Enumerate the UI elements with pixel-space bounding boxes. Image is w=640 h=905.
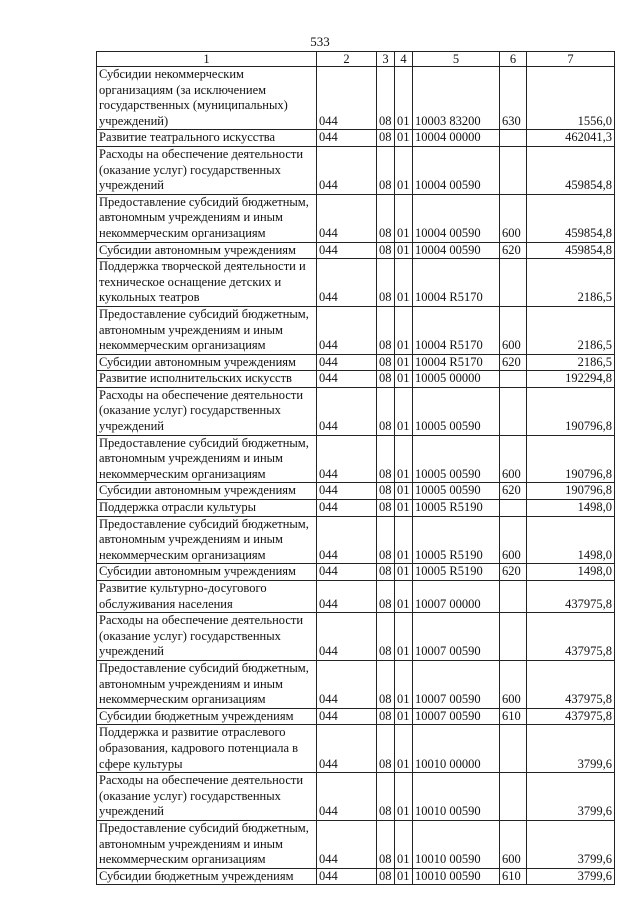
section-code-cell: 08	[377, 435, 395, 483]
expense-type-code-cell: 600	[500, 660, 527, 708]
expense-type-code-cell: 620	[500, 242, 527, 259]
ministry-code-cell: 044	[317, 725, 377, 773]
expense-type-code-cell	[500, 146, 527, 194]
ministry-code-cell: 044	[317, 146, 377, 194]
section-code-cell: 08	[377, 773, 395, 821]
subsection-code-cell: 01	[395, 130, 413, 147]
subsection-code-cell: 01	[395, 306, 413, 354]
expense-type-code-cell	[500, 773, 527, 821]
target-article-code-cell: 10005 R5190	[413, 500, 500, 517]
subsection-code-cell: 01	[395, 820, 413, 868]
ministry-code-cell: 044	[317, 306, 377, 354]
ministry-code-cell: 044	[317, 194, 377, 242]
table-row	[97, 773, 615, 821]
target-article-code-cell: 10007 00590	[413, 613, 500, 661]
target-article-code-cell: 10005 00590	[413, 435, 500, 483]
section-code-cell: 08	[377, 67, 395, 130]
target-article-code-cell: 10004 00590	[413, 242, 500, 259]
target-article-code-cell: 10010 00590	[413, 868, 500, 885]
section-code-cell: 08	[377, 371, 395, 388]
ministry-code-cell: 044	[317, 387, 377, 435]
budget-table	[96, 51, 615, 885]
expense-type-code-cell: 610	[500, 868, 527, 885]
table-row	[97, 146, 615, 194]
expense-type-code-cell: 600	[500, 194, 527, 242]
item-name-cell: Развитие культурно-досугового обслуживания населения	[97, 581, 317, 613]
column-header: 3	[377, 52, 395, 67]
column-header: 5	[413, 52, 500, 67]
item-name-cell: Предоставление субсидий бюджетным, автономным учреждениям и иным некоммерческим организациям	[97, 306, 317, 354]
expense-type-code-cell	[500, 371, 527, 388]
table-row	[97, 354, 615, 371]
item-name-cell: Субсидии бюджетным учреждениям	[97, 708, 317, 725]
amount-cell: 437975,8	[527, 660, 615, 708]
target-article-code-cell: 10003 83200	[413, 67, 500, 130]
section-code-cell: 08	[377, 613, 395, 661]
ministry-code-cell: 044	[317, 708, 377, 725]
expense-type-code-cell	[500, 259, 527, 307]
section-code-cell: 08	[377, 354, 395, 371]
item-name-cell: Предоставление субсидий бюджетным, автономным учреждениям и иным некоммерческим организациям	[97, 516, 317, 564]
subsection-code-cell: 01	[395, 868, 413, 885]
expense-type-code-cell	[500, 613, 527, 661]
target-article-code-cell: 10005 00590	[413, 483, 500, 500]
target-article-code-cell: 10004 R5170	[413, 306, 500, 354]
section-code-cell: 08	[377, 581, 395, 613]
table-row	[97, 516, 615, 564]
subsection-code-cell: 01	[395, 483, 413, 500]
ministry-code-cell: 044	[317, 371, 377, 388]
amount-cell: 190796,8	[527, 435, 615, 483]
item-name-cell: Поддержка и развитие отраслевого образования, кадрового потенциала в сфере культуры	[97, 725, 317, 773]
column-header: 7	[527, 52, 615, 67]
table-row	[97, 242, 615, 259]
section-code-cell: 08	[377, 387, 395, 435]
ministry-code-cell: 044	[317, 242, 377, 259]
subsection-code-cell: 01	[395, 242, 413, 259]
section-code-cell: 08	[377, 820, 395, 868]
subsection-code-cell: 01	[395, 725, 413, 773]
subsection-code-cell: 01	[395, 194, 413, 242]
item-name-cell: Предоставление субсидий бюджетным, автономным учреждениям и иным некоммерческим организациям	[97, 820, 317, 868]
target-article-code-cell: 10005 R5190	[413, 516, 500, 564]
subsection-code-cell: 01	[395, 371, 413, 388]
item-name-cell: Расходы на обеспечение деятельности (оказание услуг) государственных учреждений	[97, 146, 317, 194]
table-row	[97, 868, 615, 885]
subsection-code-cell: 01	[395, 387, 413, 435]
ministry-code-cell: 044	[317, 581, 377, 613]
table-row	[97, 613, 615, 661]
amount-cell: 2186,5	[527, 259, 615, 307]
expense-type-code-cell: 600	[500, 435, 527, 483]
amount-cell: 3799,6	[527, 725, 615, 773]
target-article-code-cell: 10010 00000	[413, 725, 500, 773]
ministry-code-cell: 044	[317, 613, 377, 661]
amount-cell: 1498,0	[527, 500, 615, 517]
table-row	[97, 306, 615, 354]
target-article-code-cell: 10007 00590	[413, 660, 500, 708]
target-article-code-cell: 10007 00590	[413, 708, 500, 725]
expense-type-code-cell	[500, 725, 527, 773]
expense-type-code-cell: 630	[500, 67, 527, 130]
table-row	[97, 820, 615, 868]
subsection-code-cell: 01	[395, 660, 413, 708]
expense-type-code-cell: 620	[500, 483, 527, 500]
column-header: 6	[500, 52, 527, 67]
subsection-code-cell: 01	[395, 564, 413, 581]
target-article-code-cell: 10010 00590	[413, 773, 500, 821]
table-row	[97, 435, 615, 483]
amount-cell: 437975,8	[527, 708, 615, 725]
target-article-code-cell: 10004 00590	[413, 146, 500, 194]
item-name-cell: Предоставление субсидий бюджетным, автономным учреждениям и иным некоммерческим организациям	[97, 435, 317, 483]
table-row	[97, 387, 615, 435]
section-code-cell: 08	[377, 483, 395, 500]
ministry-code-cell: 044	[317, 516, 377, 564]
item-name-cell: Субсидии автономным учреждениям	[97, 564, 317, 581]
ministry-code-cell: 044	[317, 483, 377, 500]
subsection-code-cell: 01	[395, 773, 413, 821]
section-code-cell: 08	[377, 306, 395, 354]
expense-type-code-cell: 600	[500, 516, 527, 564]
amount-cell: 1498,0	[527, 516, 615, 564]
expense-type-code-cell: 620	[500, 564, 527, 581]
expense-type-code-cell	[500, 387, 527, 435]
amount-cell: 459854,8	[527, 194, 615, 242]
item-name-cell: Поддержка творческой деятельности и техническое оснащение детских и кукольных театров	[97, 259, 317, 307]
target-article-code-cell: 10010 00590	[413, 820, 500, 868]
column-header: 2	[317, 52, 377, 67]
amount-cell: 2186,5	[527, 354, 615, 371]
ministry-code-cell: 044	[317, 868, 377, 885]
table-row	[97, 660, 615, 708]
ministry-code-cell: 044	[317, 130, 377, 147]
amount-cell: 437975,8	[527, 581, 615, 613]
section-code-cell: 08	[377, 242, 395, 259]
amount-cell: 459854,8	[527, 146, 615, 194]
amount-cell: 3799,6	[527, 868, 615, 885]
expense-type-code-cell: 600	[500, 306, 527, 354]
subsection-code-cell: 01	[395, 708, 413, 725]
column-header: 1	[97, 52, 317, 67]
table-row	[97, 500, 615, 517]
item-name-cell: Субсидии автономным учреждениям	[97, 354, 317, 371]
ministry-code-cell: 044	[317, 660, 377, 708]
target-article-code-cell: 10005 00590	[413, 387, 500, 435]
ministry-code-cell: 044	[317, 67, 377, 130]
item-name-cell: Субсидии некоммерческим организациям (за исключением государственных (муниципальных) учреждений)	[97, 67, 317, 130]
subsection-code-cell: 01	[395, 354, 413, 371]
table-row	[97, 67, 615, 130]
target-article-code-cell: 10004 00590	[413, 194, 500, 242]
subsection-code-cell: 01	[395, 581, 413, 613]
section-code-cell: 08	[377, 564, 395, 581]
column-header: 4	[395, 52, 413, 67]
table-header-row	[97, 52, 615, 67]
amount-cell: 1498,0	[527, 564, 615, 581]
subsection-code-cell: 01	[395, 435, 413, 483]
item-name-cell: Развитие исполнительских искусств	[97, 371, 317, 388]
table-row	[97, 708, 615, 725]
item-name-cell: Субсидии автономным учреждениям	[97, 242, 317, 259]
amount-cell: 1556,0	[527, 67, 615, 130]
amount-cell: 190796,8	[527, 387, 615, 435]
ministry-code-cell: 044	[317, 773, 377, 821]
section-code-cell: 08	[377, 194, 395, 242]
ministry-code-cell: 044	[317, 500, 377, 517]
item-name-cell: Субсидии бюджетным учреждениям	[97, 868, 317, 885]
table-row	[97, 130, 615, 147]
table-row	[97, 194, 615, 242]
amount-cell: 192294,8	[527, 371, 615, 388]
item-name-cell: Расходы на обеспечение деятельности (оказание услуг) государственных учреждений	[97, 773, 317, 821]
subsection-code-cell: 01	[395, 67, 413, 130]
ministry-code-cell: 044	[317, 820, 377, 868]
target-article-code-cell: 10005 R5190	[413, 564, 500, 581]
item-name-cell: Поддержка отрасли культуры	[97, 500, 317, 517]
section-code-cell: 08	[377, 259, 395, 307]
amount-cell: 2186,5	[527, 306, 615, 354]
page-number: 533	[310, 34, 330, 49]
section-code-cell: 08	[377, 516, 395, 564]
subsection-code-cell: 01	[395, 259, 413, 307]
subsection-code-cell: 01	[395, 613, 413, 661]
subsection-code-cell: 01	[395, 516, 413, 564]
amount-cell: 3799,6	[527, 820, 615, 868]
amount-cell: 462041,3	[527, 130, 615, 147]
table-row	[97, 581, 615, 613]
target-article-code-cell: 10005 00000	[413, 371, 500, 388]
item-name-cell: Расходы на обеспечение деятельности (оказание услуг) государственных учреждений	[97, 387, 317, 435]
table-row	[97, 725, 615, 773]
section-code-cell: 08	[377, 146, 395, 194]
item-name-cell: Предоставление субсидий бюджетным, автономным учреждениям и иным некоммерческим организациям	[97, 660, 317, 708]
ministry-code-cell: 044	[317, 259, 377, 307]
item-name-cell: Расходы на обеспечение деятельности (оказание услуг) государственных учреждений	[97, 613, 317, 661]
subsection-code-cell: 01	[395, 500, 413, 517]
expense-type-code-cell: 610	[500, 708, 527, 725]
ministry-code-cell: 044	[317, 354, 377, 371]
section-code-cell: 08	[377, 868, 395, 885]
section-code-cell: 08	[377, 130, 395, 147]
section-code-cell: 08	[377, 500, 395, 517]
amount-cell: 190796,8	[527, 483, 615, 500]
amount-cell: 459854,8	[527, 242, 615, 259]
item-name-cell: Субсидии автономным учреждениям	[97, 483, 317, 500]
expense-type-code-cell: 600	[500, 820, 527, 868]
table-row	[97, 564, 615, 581]
target-article-code-cell: 10004 00000	[413, 130, 500, 147]
table-row	[97, 259, 615, 307]
expense-type-code-cell: 620	[500, 354, 527, 371]
table-row	[97, 483, 615, 500]
expense-type-code-cell	[500, 130, 527, 147]
item-name-cell: Развитие театрального искусства	[97, 130, 317, 147]
section-code-cell: 08	[377, 708, 395, 725]
expense-type-code-cell	[500, 500, 527, 517]
target-article-code-cell: 10007 00000	[413, 581, 500, 613]
ministry-code-cell: 044	[317, 435, 377, 483]
target-article-code-cell: 10004 R5170	[413, 259, 500, 307]
target-article-code-cell: 10004 R5170	[413, 354, 500, 371]
amount-cell: 3799,6	[527, 773, 615, 821]
expense-type-code-cell	[500, 581, 527, 613]
item-name-cell: Предоставление субсидий бюджетным, автономным учреждениям и иным некоммерческим организациям	[97, 194, 317, 242]
table-row	[97, 371, 615, 388]
section-code-cell: 08	[377, 725, 395, 773]
subsection-code-cell: 01	[395, 146, 413, 194]
amount-cell: 437975,8	[527, 613, 615, 661]
section-code-cell: 08	[377, 660, 395, 708]
ministry-code-cell: 044	[317, 564, 377, 581]
